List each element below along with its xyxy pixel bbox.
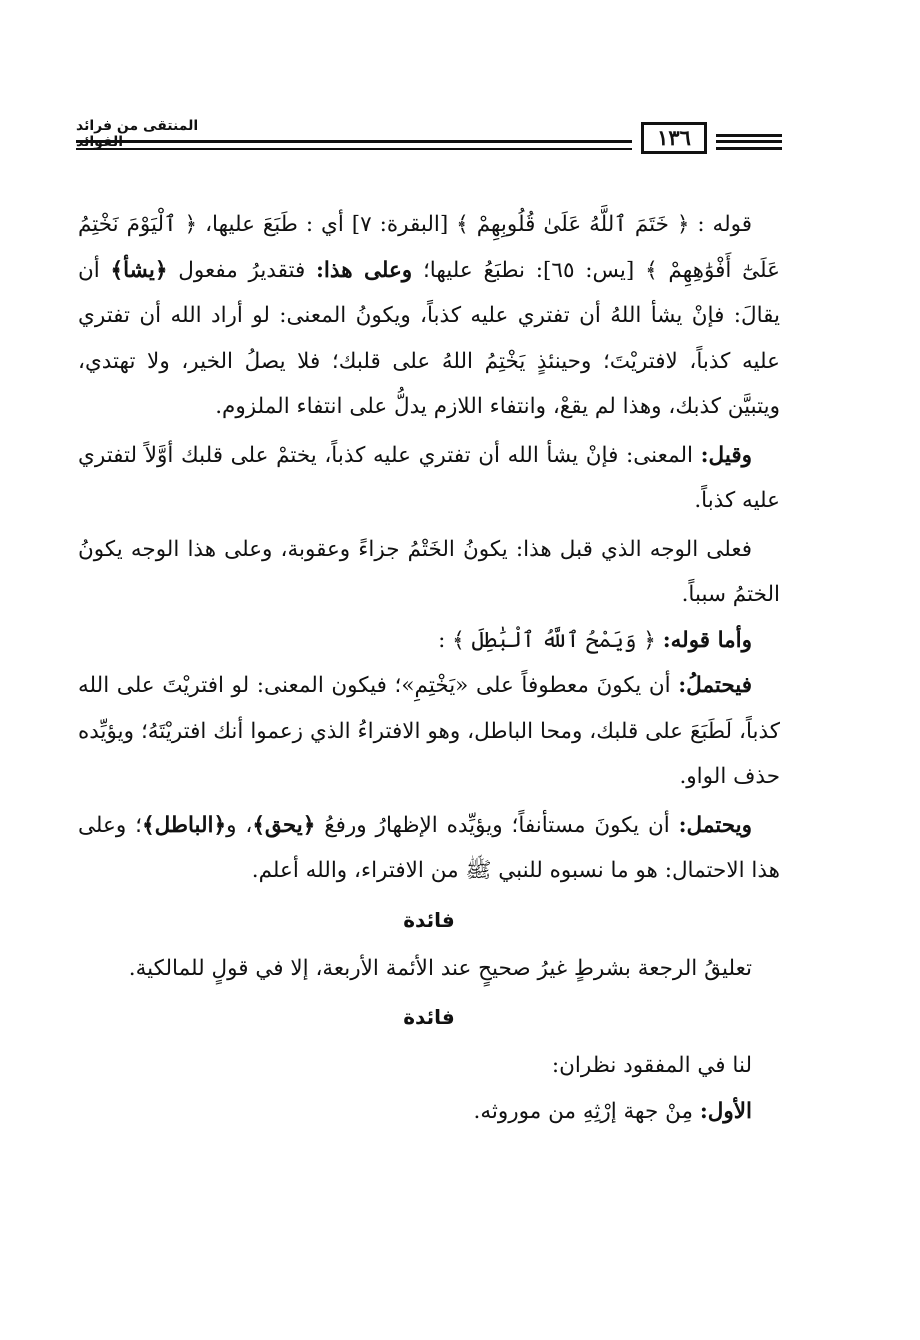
page-body: [78, 202, 780, 1134]
text: فعلى الوجه الذي قبل هذا: يكونُ الخَتْمُ جزاءً وعقوبة، وعلى هذا الوجه يكونُ الختمُ سبباً.: [78, 536, 780, 607]
text: تعليقُ الرجعة بشرطٍ غيرُ صحيحٍ عند الأئمة الأربعة، إلا في قولٍ للمالكية.: [128, 955, 752, 981]
bold-text: وأما قوله:: [662, 627, 752, 653]
quran-verse: ﴿ وَيَمْحُ ٱللَّهُ ٱلْبَٰطِلَ ﴾: [452, 627, 663, 653]
book-title: المنتقى من فرائد الفوائد: [76, 118, 199, 150]
section-heading: فائدة: [403, 907, 455, 932]
text: ، و: [226, 812, 253, 838]
text: أن يكونَ معطوفاً على «يَخْتِمِ»؛ فيكون المعنى: لو افتريْتَ على الله كذباً، لَطَبَعَ على قلبك، ومحا الباطل، وهو الافتراءُ الذي زعموا أنك افتريْتَهُ؛ ويؤيِّده حذف الواو.: [78, 673, 780, 789]
bold-text: الأول:: [699, 1098, 752, 1124]
section-heading: فائدة: [403, 1005, 455, 1029]
text: أن يقالَ: فإنْ يشأ اللهُ أن تفتري عليه كذباً، ويكونُ المعنى: لو أراد الله أن تفتري عليه كذباً، لافتريْتَ؛ وحينئذٍ يَخْتِمُ اللهُ على قلبك؛ فلا يصلُ الخير، ولا تهتدي، ويتبيَّن كذبك، وهذا لم يقعْ، وانتفاء اللازم يدلُّ على انتفاء الملزوم.: [78, 257, 780, 419]
bold-text: وقيل:: [700, 442, 752, 468]
bold-text: فيحتملُ:: [678, 673, 752, 698]
paragraph-4: [78, 618, 780, 664]
header-rule-right: [716, 134, 782, 150]
text: لنا في المفقود نظران:: [551, 1053, 752, 1078]
paragraph-2: [78, 433, 780, 524]
bold-text: ويحتمل:: [678, 812, 753, 838]
paragraph-1: [78, 202, 780, 430]
paragraph-6: [78, 803, 780, 894]
page-number: ١٣٦: [641, 122, 707, 154]
bold-text: ﴿الباطل﴾: [141, 812, 227, 838]
quran-verse: ﴿ خَتَمَ ٱللَّهُ عَلَىٰ قُلُوبِهِمْ ﴾: [456, 212, 690, 237]
text: [البقرة: ٧] أي : طَبَعَ عليها،: [197, 212, 457, 237]
text: مِنْ جهة إرْثِهِ من موروثه.: [473, 1098, 700, 1124]
text: ؛ وعلى هذا الاحتمال: هو ما نسبوه للنبي ﷺ من الافتراء، والله أعلم.: [78, 812, 780, 883]
paragraph-5: [78, 663, 780, 800]
quran-verse: ﴿ ٱلْيَوْمَ نَخْتِمُ عَلَىٰٓ أَفْوَٰهِهِمْ ﴾: [78, 212, 780, 283]
running-header: [76, 112, 782, 164]
paragraph-9: [78, 1089, 780, 1135]
text: :: [438, 627, 453, 653]
paragraph-7: [78, 946, 780, 992]
header-rule-left: [76, 140, 632, 150]
bold-text: وعلى هذا:: [316, 257, 413, 283]
text: المعنى: فإنْ يشأ الله أن تفتري عليه كذباً، يختمْ على قلبك أوَّلاً لتفتري عليه كذباً.: [78, 442, 780, 513]
paragraph-3: [78, 527, 780, 618]
text: [يس: ٦٥]: نطبَعُ عليها؛: [412, 257, 646, 283]
paragraph-8: [78, 1043, 780, 1089]
text: قوله :: [689, 212, 753, 237]
bold-text: ﴿يشأ﴾: [110, 257, 168, 283]
bold-text: ﴿يحق﴾: [252, 812, 316, 838]
text: أن يكونَ مستأنفاً؛ ويؤيِّده الإظهارُ ورفعُ: [315, 812, 679, 838]
text: فتقديرُ مفعول: [167, 257, 316, 283]
